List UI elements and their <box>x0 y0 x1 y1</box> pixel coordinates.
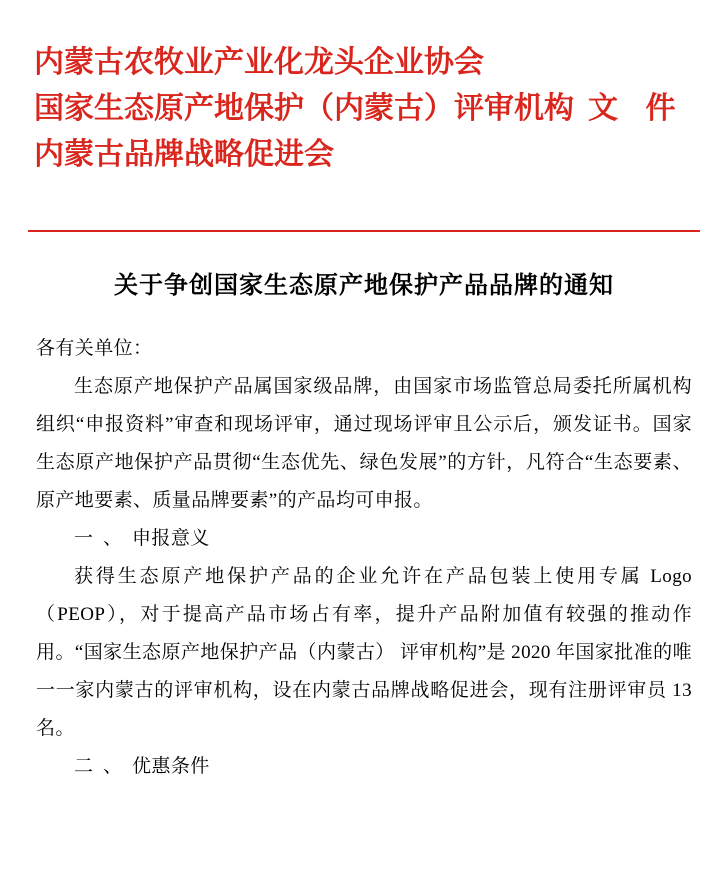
letterhead <box>0 0 728 178</box>
salutation: 各有关单位： <box>36 338 153 359</box>
letterhead-line-3: 内蒙古品牌战略促进会 <box>34 138 334 171</box>
document-body <box>0 232 728 786</box>
section-1-number: 一、 <box>74 528 133 549</box>
section-1-heading <box>36 520 692 558</box>
letterhead-line-1: 内蒙古农牧业产业化龙头企业协会 <box>34 46 484 79</box>
letterhead-doc-word: 文 件 <box>588 92 686 125</box>
paragraph-intro: 生态原产地保护产品属国家级品牌，由国家市场监管总局委托所属机构组织“申报资料”审查和现场评审，通过现场评审且公示后，颁发证书。国家生态原产地保护产品贯彻“生态优先、绿色发展”的方针，凡符合“生态要素、原产地要素、质量品牌要素”的产品均可申报。 <box>36 376 692 511</box>
section-1-paragraph: 获得生态原产地保护产品的企业允许在产品包装上使用专属 Logo（PEOP），对于提高产品市场占有率，提升产品附加值有较强的推动作用。“国家生态原产地保护产品（内蒙古） 评审机构”是 2020 年国家批准的唯一一家内蒙古的评审机构，设在内蒙古品牌战略促进会，现有注册评审员 13 名。 <box>36 566 692 739</box>
section-2-number: 二、 <box>74 756 133 777</box>
letterhead-line-2 <box>30 86 710 132</box>
document-title: 关于争创国家生态原产地保护产品品牌的通知 <box>114 273 614 299</box>
section-2-heading <box>36 748 692 786</box>
section-2-heading-text: 优惠条件 <box>132 756 210 777</box>
letterhead-line-2-main: 国家生态原产地保护（内蒙古）评审机构 <box>34 92 574 125</box>
section-1-heading-text: 申报意义 <box>132 528 210 549</box>
